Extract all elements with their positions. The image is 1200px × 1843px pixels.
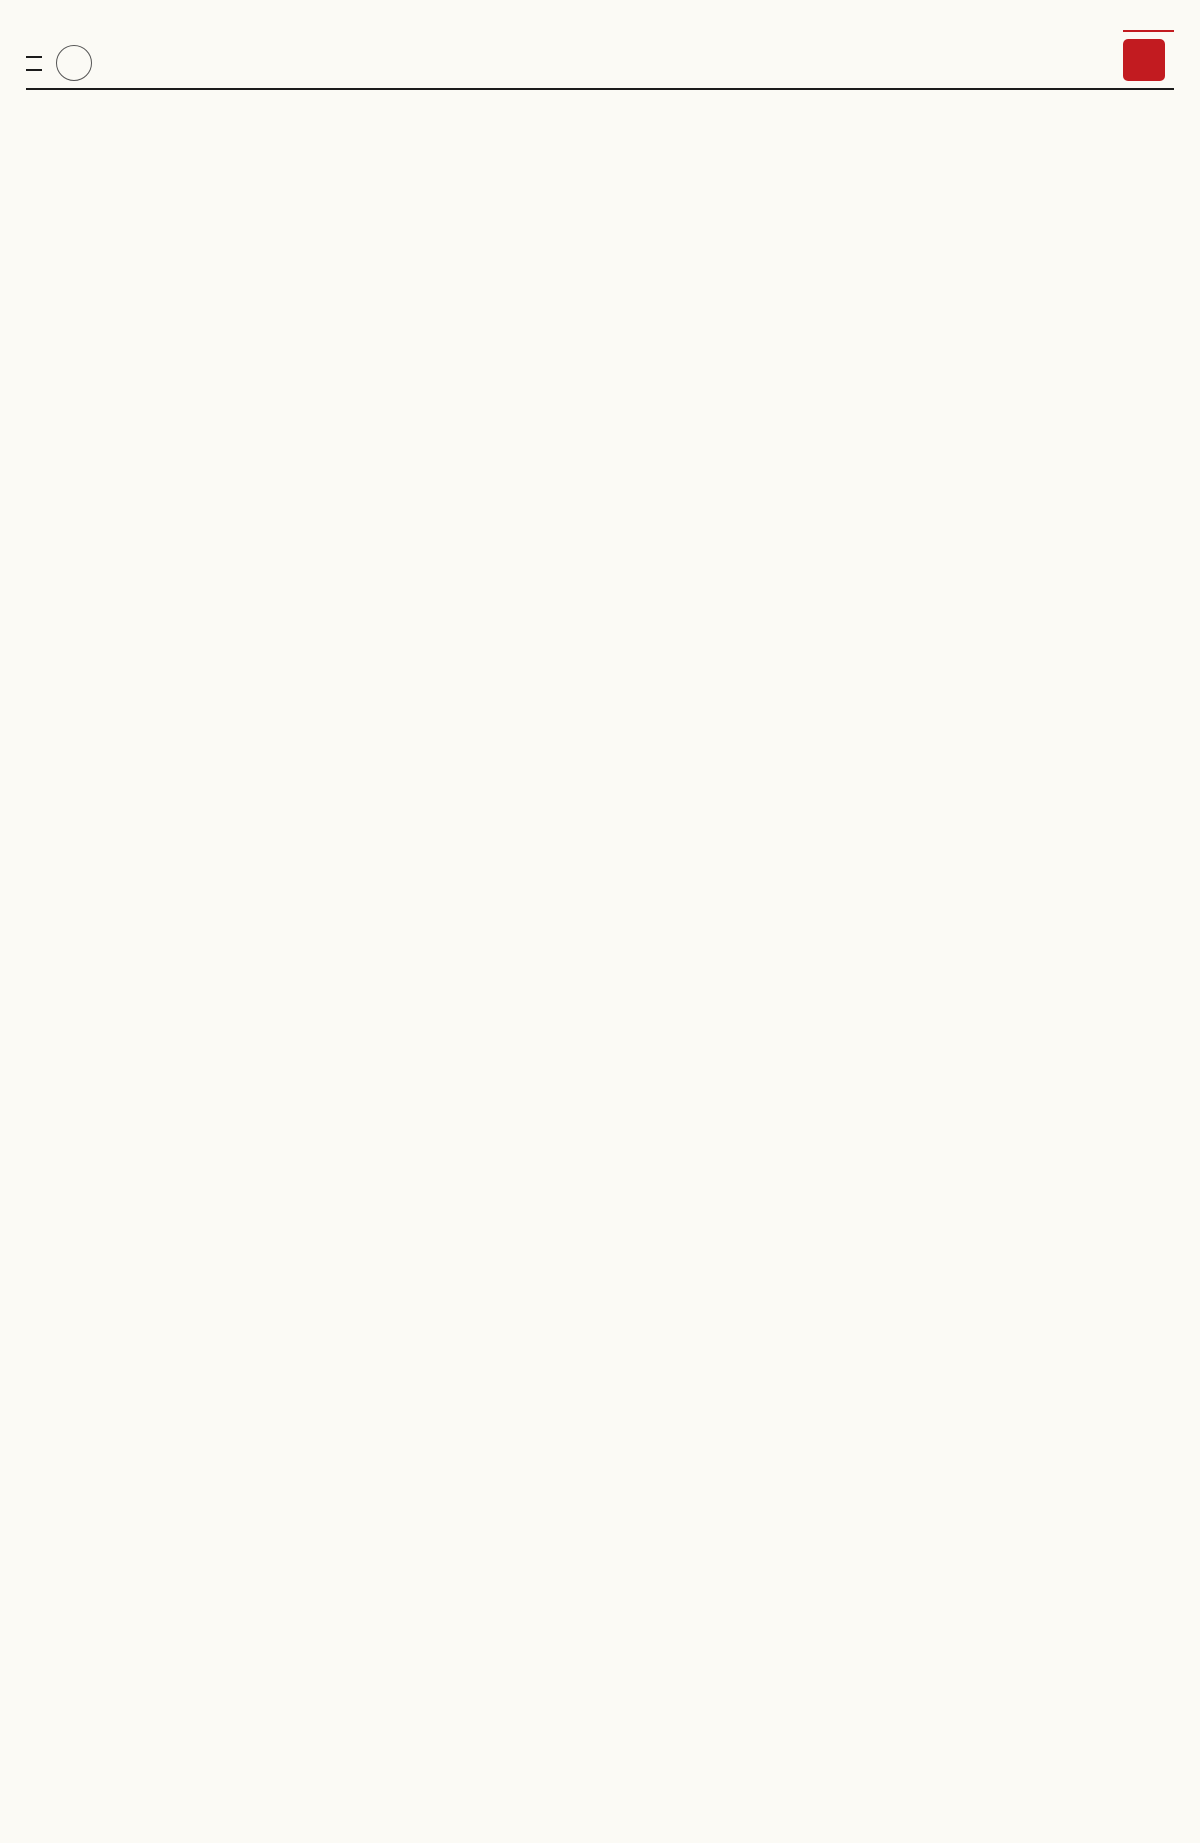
masthead — [26, 10, 1174, 90]
masthead-emblem-icon — [56, 45, 92, 81]
paper-tagline — [1123, 30, 1174, 35]
masthead-left — [26, 45, 128, 81]
paper-logo-row — [1123, 39, 1174, 81]
date-box — [26, 56, 42, 71]
masthead-right — [1123, 30, 1174, 81]
paper-logo-icon — [1123, 39, 1165, 81]
page-body — [26, 97, 1174, 1819]
